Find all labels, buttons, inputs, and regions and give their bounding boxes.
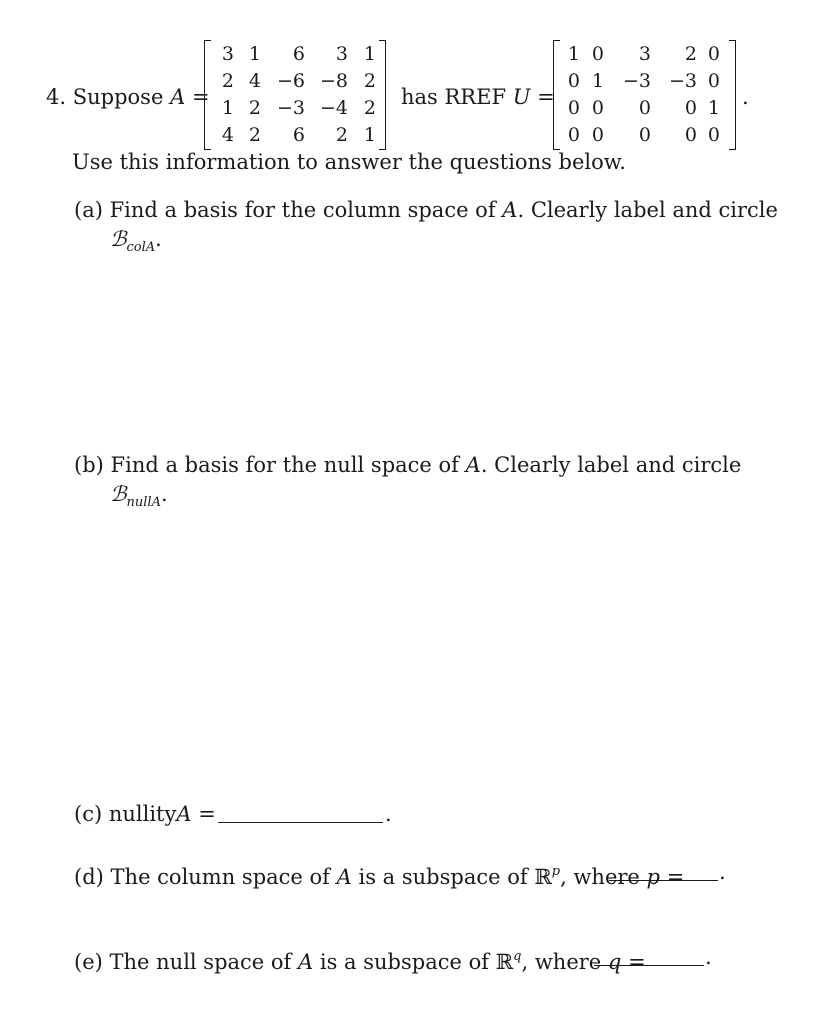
part-a-text: Find a basis for the column space of <box>109 198 496 222</box>
part-d-text: The column space of <box>110 865 330 889</box>
trailing-period: . <box>742 85 749 109</box>
part-e-text: The null space of <box>109 950 292 974</box>
part-c-label: (c) <box>74 802 103 826</box>
matrix-entry: 0 <box>684 124 697 146</box>
part-b-var: A <box>465 453 481 477</box>
part-e-text2: is a subspace of <box>319 950 490 974</box>
part-a-line1 <box>74 197 778 223</box>
matrix-entry: 2 <box>248 97 261 119</box>
matrix-row <box>553 94 736 122</box>
part-c-var: A <box>176 802 192 826</box>
part-d-equals: = <box>666 865 685 889</box>
matrix-entry: 3 <box>638 43 651 65</box>
part-b-label: (b) <box>74 453 104 477</box>
matrix-entry: 3 <box>221 43 234 65</box>
matrix-entry: 4 <box>221 124 234 146</box>
matrix-entry: 0 <box>567 97 580 119</box>
matrix-entry: 1 <box>363 124 376 146</box>
part-d-var: A <box>336 865 352 889</box>
basis-symbol: ℬ <box>110 227 127 251</box>
matrix-entry: 1 <box>591 70 604 92</box>
part-c-text: nullity <box>108 802 177 826</box>
matrix-entry: 0 <box>684 97 697 119</box>
matrix-a <box>204 40 386 150</box>
part-b-line1 <box>74 452 741 478</box>
part-b-end: . <box>160 482 168 506</box>
matrix-entry: −6 <box>276 70 305 92</box>
matrix-entry: 4 <box>248 70 261 92</box>
part-d-text3: , where <box>560 865 640 889</box>
matrix-entry: 2 <box>363 70 376 92</box>
matrix-entry: 0 <box>638 97 651 119</box>
part-a-var: A <box>502 198 518 222</box>
matrix-entry: −8 <box>319 70 348 92</box>
matrix-entry: 2 <box>221 70 234 92</box>
basis-subscript: nullA <box>126 495 161 510</box>
matrix-entry: 2 <box>248 124 261 146</box>
exponent-q: q <box>513 949 522 964</box>
part-c <box>74 801 216 827</box>
basis-symbol: ℬ <box>110 482 127 506</box>
part-d-end: . <box>719 860 726 884</box>
matrix-row <box>553 121 736 149</box>
part-e-equals: = <box>628 950 646 974</box>
matrix-row <box>553 40 736 68</box>
part-a-basis <box>110 226 162 261</box>
nullity-answer-blank[interactable] <box>218 822 383 823</box>
matrix-entry: 3 <box>335 43 348 65</box>
matrix-entry: 2 <box>684 43 697 65</box>
matrix-entry: −3 <box>668 70 697 92</box>
matrix-entry: 0 <box>567 124 580 146</box>
matrix-u <box>553 40 736 150</box>
matrix-row <box>204 67 386 95</box>
part-e-label: (e) <box>74 950 103 974</box>
real-field-symbol: ℝ <box>534 865 552 889</box>
real-field-symbol: ℝ <box>495 950 514 974</box>
matrix-entry: 0 <box>638 124 651 146</box>
part-b-text: Find a basis for the null space of <box>110 453 459 477</box>
matrix-row <box>204 94 386 122</box>
part-c-equals: = <box>198 802 216 826</box>
part-e-end: . <box>705 945 712 969</box>
matrix-entry: 1 <box>248 43 261 65</box>
part-a-end: . <box>155 227 162 251</box>
has-rref-text: has RREF <box>401 85 507 109</box>
matrix-row <box>553 67 736 95</box>
matrix-entry: 6 <box>292 43 305 65</box>
instructions: Use this information to answer the questions below. <box>72 150 626 174</box>
var-p: p <box>646 865 660 889</box>
matrix-entry: 0 <box>707 70 720 92</box>
matrix-entry: 1 <box>221 97 234 119</box>
part-d <box>74 859 684 890</box>
matrix-entry: 6 <box>292 124 305 146</box>
suppose-text: Suppose <box>72 85 164 109</box>
matrix-row <box>204 40 386 68</box>
part-e-var: A <box>298 950 314 974</box>
matrix-entry: 0 <box>707 124 720 146</box>
matrix-entry: 2 <box>363 97 376 119</box>
part-d-label: (d) <box>74 865 104 889</box>
equals-sign: = <box>537 85 555 109</box>
exponent-p: p <box>551 864 561 879</box>
part-a-label: (a) <box>74 198 103 222</box>
part-a-text2: . Clearly label and circle <box>517 198 778 222</box>
matrix-row <box>204 121 386 149</box>
part-c-end: . <box>385 802 392 826</box>
matrix-entry: 2 <box>335 124 348 146</box>
part-b-basis <box>110 481 168 516</box>
matrix-entry: −4 <box>319 97 348 119</box>
var-u: U <box>512 85 531 109</box>
var-a: A <box>170 85 186 109</box>
matrix-entry: 0 <box>591 43 604 65</box>
var-q: q <box>607 950 622 974</box>
matrix-entry: −3 <box>622 70 651 92</box>
problem-number: 4. <box>46 85 67 109</box>
basis-subscript: colA <box>126 240 156 255</box>
matrix-entry: −3 <box>276 97 305 119</box>
q-answer-blank[interactable] <box>594 965 704 966</box>
matrix-entry: 0 <box>591 124 604 146</box>
matrix-entry: 1 <box>363 43 376 65</box>
matrix-entry: 0 <box>591 97 604 119</box>
part-d-text2: is a subspace of <box>358 865 528 889</box>
part-e-text3: , where <box>521 950 602 974</box>
matrix-entry: 1 <box>567 43 580 65</box>
equals-sign: = <box>191 85 210 109</box>
p-answer-blank[interactable] <box>609 880 718 881</box>
part-b-text2: . Clearly label and circle <box>480 453 742 477</box>
problem-intro <box>46 84 210 110</box>
matrix-entry: 1 <box>707 97 720 119</box>
has-rref-label <box>401 84 555 110</box>
part-e <box>74 944 646 975</box>
matrix-entry: 0 <box>707 43 720 65</box>
matrix-entry: 0 <box>567 70 580 92</box>
